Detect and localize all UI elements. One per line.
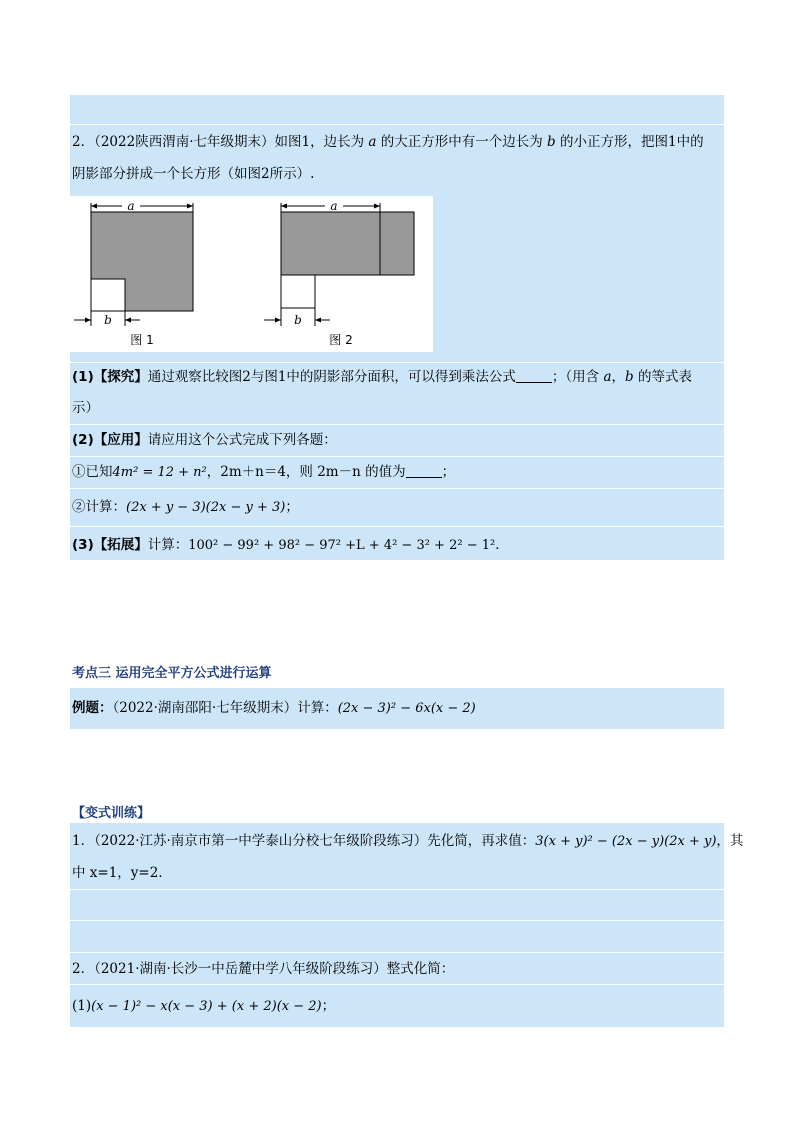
divider — [70, 124, 724, 125]
answer-blank[interactable] — [516, 368, 552, 383]
divider — [70, 424, 724, 425]
divider — [70, 456, 724, 457]
fig2-rect-left — [281, 212, 380, 275]
item-1-equation: 4m² = 12 + n² — [112, 465, 207, 480]
divider — [70, 984, 724, 985]
fig2-label-a: a — [330, 199, 338, 213]
divider — [70, 488, 724, 489]
arrow-right-icon — [85, 318, 91, 323]
divider — [70, 920, 724, 921]
divider — [70, 526, 724, 527]
example-line — [70, 698, 726, 719]
fig1-small-square — [91, 279, 125, 311]
var-a: a — [368, 134, 377, 150]
q2-item2-line — [70, 497, 726, 518]
item-1-text: ； — [441, 464, 456, 480]
q2-part1-line1 — [70, 367, 726, 387]
fig1-caption: 图 1 — [130, 333, 154, 347]
q2-source: （2022陕西渭南·七年级期末） — [94, 134, 275, 150]
training-q2-item1 — [70, 996, 726, 1017]
section-title: 考点三 运用完全平方公式进行运算 — [72, 666, 272, 681]
answer-blank[interactable] — [406, 463, 442, 478]
geometry-figure — [70, 196, 433, 352]
training-q1-text: 1．（2022·江苏·南京市第一中学泰山分校七年级阶段练习）先化简，再求值： — [72, 833, 536, 849]
training-q2-expression: (x − 1)² − x(x − 3) + (x + 2)(x − 2) — [91, 999, 322, 1014]
example-expression: (2x − 3)² − 6x(x − 2) — [337, 701, 476, 716]
var-b: b — [625, 369, 634, 385]
item-1-text: ，2m＋n＝4，则 2m－n 的值为 — [206, 464, 406, 480]
item-1-text: ①已知 — [72, 464, 113, 480]
part-2-text: 请应用这个公式完成下列各题： — [147, 432, 337, 448]
part-1-text: ， — [611, 369, 626, 385]
arrow-right-icon — [187, 204, 193, 209]
divider — [70, 889, 724, 890]
part-1-text: 通过观察比较图2与图1中的阴影部分面积，可以得到乘法公式 — [147, 369, 516, 385]
part-3-expression: 100² − 99² + 98² − 97² +L + 4² − 3² + 2² − 1² — [188, 538, 496, 553]
example-text: （2022·湖南邵阳·七年级期末）计算： — [112, 700, 338, 716]
fig2-label-b: b — [294, 313, 302, 327]
part-2-tag: (2)【应用】 — [72, 432, 148, 448]
training-q1-line2 — [70, 863, 726, 883]
arrow-left-icon — [91, 204, 97, 209]
part-1-tag: (1)【探究】 — [72, 369, 148, 385]
part-3-text: ． — [495, 537, 509, 553]
q2-item1-line — [70, 462, 726, 483]
arrow-left-icon — [281, 204, 287, 209]
training-q2-text: (1) — [72, 998, 92, 1014]
example-tag: 例题： — [72, 700, 113, 716]
training-q1-text: 中 x=1，y=2． — [72, 865, 172, 881]
q2-text: 的大正方形中有一个边长为 — [380, 134, 543, 150]
training-q1-line1 — [70, 831, 744, 852]
item-2-expression: (2x + y − 3)(2x − y + 3) — [126, 500, 286, 515]
arrow-left-icon — [125, 318, 131, 323]
var-a: a — [603, 369, 612, 385]
fig2-rect-right — [380, 212, 414, 275]
training-q1-text: ，其 — [716, 833, 744, 849]
training-title: 【变式训练】 — [72, 806, 151, 821]
figure-panel — [70, 196, 433, 352]
fig2-small-square — [281, 275, 315, 308]
part-3-text: 计算： — [147, 537, 189, 553]
part-3-tag: (3)【拓展】 — [72, 537, 148, 553]
item-2-text: ②计算： — [72, 499, 126, 515]
fig1-label-b: b — [104, 313, 112, 327]
q2-text: 如图1，边长为 — [274, 134, 365, 150]
divider — [70, 362, 724, 363]
q2-text: 阴影部分拼成一个长方形（如图2所示）. — [72, 166, 315, 182]
fig2-caption: 图 2 — [329, 333, 353, 347]
q2-part2-line — [70, 430, 726, 450]
q2-number: 2． — [72, 134, 95, 150]
arrow-right-icon — [275, 318, 281, 323]
q2-part3-line — [70, 535, 726, 556]
q2-line-2 — [70, 164, 726, 184]
arrow-left-icon — [315, 318, 321, 323]
part-1-text: 示） — [72, 400, 99, 416]
divider — [70, 952, 724, 953]
training-q1-expression: 3(x + y)² − (2x − y)(2x + y) — [535, 834, 717, 849]
q2-text: 的小正方形，把图1中的 — [560, 134, 704, 150]
fig1-label-a: a — [127, 199, 135, 213]
part-1-text: ；（用含 — [551, 369, 600, 385]
q2-line-1 — [70, 132, 726, 152]
training-q2-line1 — [70, 959, 726, 979]
item-2-text: ； — [285, 499, 299, 515]
q2-part1-line2 — [70, 398, 726, 418]
var-b: b — [547, 134, 556, 150]
part-1-text: 的等式表 — [637, 369, 692, 385]
training-q2-text: ； — [321, 998, 336, 1014]
training-q2-text: 2．（2021·湖南·长沙一中岳麓中学八年级阶段练习）整式化简： — [72, 961, 455, 977]
arrow-right-icon — [374, 204, 380, 209]
